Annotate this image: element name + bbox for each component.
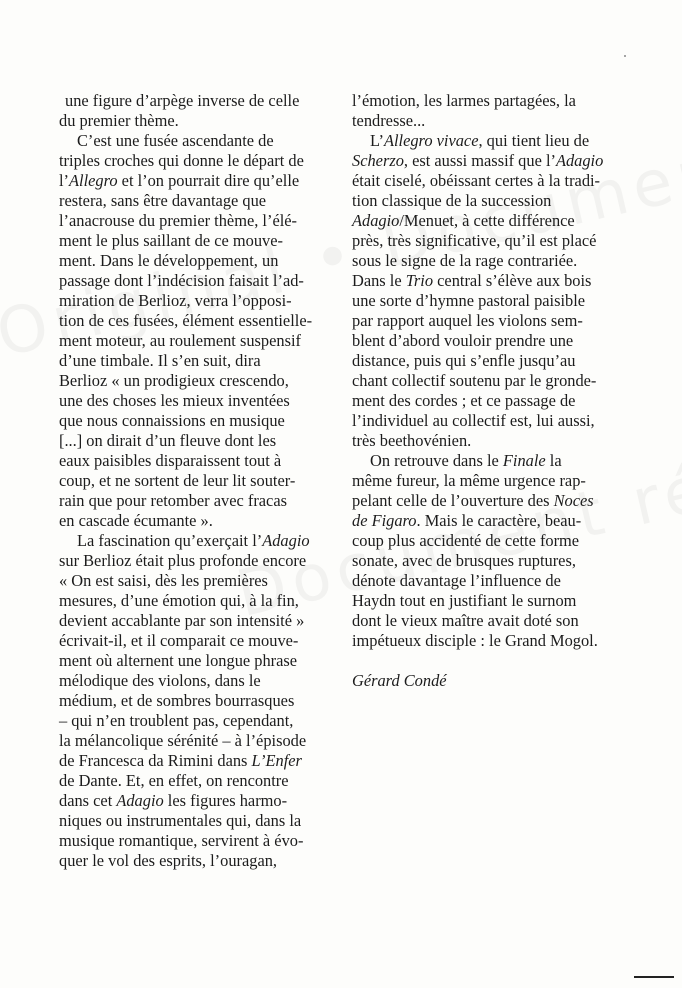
paragraph-start-line: On retrouve dans le Finale la [370,451,562,470]
text-line: coup plus accidenté de cette forme [352,531,580,550]
text-line: ment. Dans le développement, un [59,251,279,270]
text-line: ment moteur, au roulement suspensif [59,331,301,350]
text-line: la mélancolique sérénité – à l’épisode [59,731,307,750]
text-line: médium, et de sombres bourrasques [59,691,295,710]
text-line: blent d’abord vouloir prendre une [352,331,574,350]
text-line: musique romantique, servirent à évo- [59,831,304,850]
text-line: dans cet Adagio les figures harmo- [59,791,288,810]
text-line: passage dont l’indécision faisait l’ad- [59,271,304,290]
text-line: tendresse... [352,111,426,130]
author-signature: Gérard Condé [352,671,447,690]
text-line: triples croches qui donne le départ de [59,151,304,170]
left-column [59,91,339,871]
text-line: de Francesca da Rimini dans L’Enfer [59,751,302,770]
text-line: l’individuel au collectif est, lui aussi, [352,411,595,430]
paragraph-start-line: C’est une fusée ascendante de [77,131,274,150]
paragraph-start-line: L’Allegro vivace, qui tient lieu de [370,131,590,150]
text-line: écrivait-il, et il comparait ce mouve- [59,631,299,650]
spacer [352,651,632,671]
text-line: par rapport auquel les violons sem- [352,311,583,330]
text-line: devient accablante par son intensité » [59,611,305,630]
text-line: Scherzo, est aussi massif que l’Adagio [352,151,604,170]
text-line: Adagio/Menuet, à cette différence [352,211,575,230]
text-line: même fureur, la même urgence rap- [352,471,586,490]
text-line: sonate, avec de brusques ruptures, [352,551,576,570]
text-line: Berlioz « un prodigieux crescendo, [59,371,289,390]
text-line: une sorte d’hymne pastoral paisible [352,291,586,310]
text-line: restera, sans être davantage que [59,191,267,210]
text-line: Dans le Trio central s’élève aux bois [352,271,592,290]
text-line: l’émotion, les larmes partagées, la [352,91,576,110]
text-line: dont le vieux maître avait doté son [352,611,579,630]
text-line: quer le vol des esprits, l’ouragan, [59,851,278,870]
text-line: du premier thème. [59,111,179,130]
text-line: pelant celle de l’ouverture des Noces [352,491,594,510]
text-line: niques ou instrumentales qui, dans la [59,811,302,830]
text-line: ment le plus saillant de ce mouve- [59,231,283,250]
text-line: ment des cordes ; et ce passage de [352,391,576,410]
text-line: une figure d’arpège inverse de celle [65,91,300,110]
text-line: mélodique des violons, dans le [59,671,261,690]
text-line: chant collectif soutenu par le gronde- [352,371,597,390]
text-line: distance, puis qui s’enfle jusqu’au [352,351,576,370]
text-line: tion de ces fusées, élément essentielle- [59,311,313,330]
text-line: l’Allegro et l’on pourrait dire qu’elle [59,171,300,190]
text-line: très beethovénien. [352,431,472,450]
text-line: impétueux disciple : le Grand Mogol. [352,631,598,650]
text-line: dénote davantage l’influence de [352,571,561,590]
text-line: mesures, d’une émotion qui, à la fin, [59,591,299,610]
text-line: Haydn tout en justifiant le surnom [352,591,577,610]
text-line: de Dante. Et, en effet, on rencontre [59,771,289,790]
text-line: tion classique de la succession [352,191,552,210]
text-line: sur Berlioz était plus profonde encore [59,551,307,570]
text-line: miration de Berlioz, verra l’opposi- [59,291,292,310]
text-line: ment où alternent une longue phrase [59,651,298,670]
text-line: l’anacrouse du premier thème, l’élé- [59,211,298,230]
text-line: que nous connaissions en musique [59,411,285,430]
text-line: eaux paisibles disparaissent tout à [59,451,282,470]
text-line: en cascade écumante ». [59,511,213,530]
text-line: [...] on dirait d’un fleuve dont les [59,431,277,450]
scan-edge-mark [634,976,674,978]
text-line: – qui n’en troublent pas, cependant, [59,711,294,730]
scan-speck [624,55,626,57]
text-line: une des choses les mieux inventées [59,391,290,410]
paragraph-start-line: La fascination qu’exerçait l’Adagio [77,531,310,550]
text-line: « On est saisi, dès les premières [59,571,268,590]
text-line: de Figaro. Mais le caractère, beau- [352,511,582,530]
text-line: près, très significative, qu’il est placé [352,231,597,250]
text-line: coup, et ne sortent de leur lit souter- [59,471,296,490]
text-line: sous le signe de la rage contrariée. [352,251,578,270]
text-line: d’une timbale. Il s’en suit, dira [59,351,261,370]
text-line: était ciselé, obéissant certes à la tradi- [352,171,601,190]
right-column [352,91,632,691]
text-line: rain que pour retomber avec fracas [59,491,287,510]
